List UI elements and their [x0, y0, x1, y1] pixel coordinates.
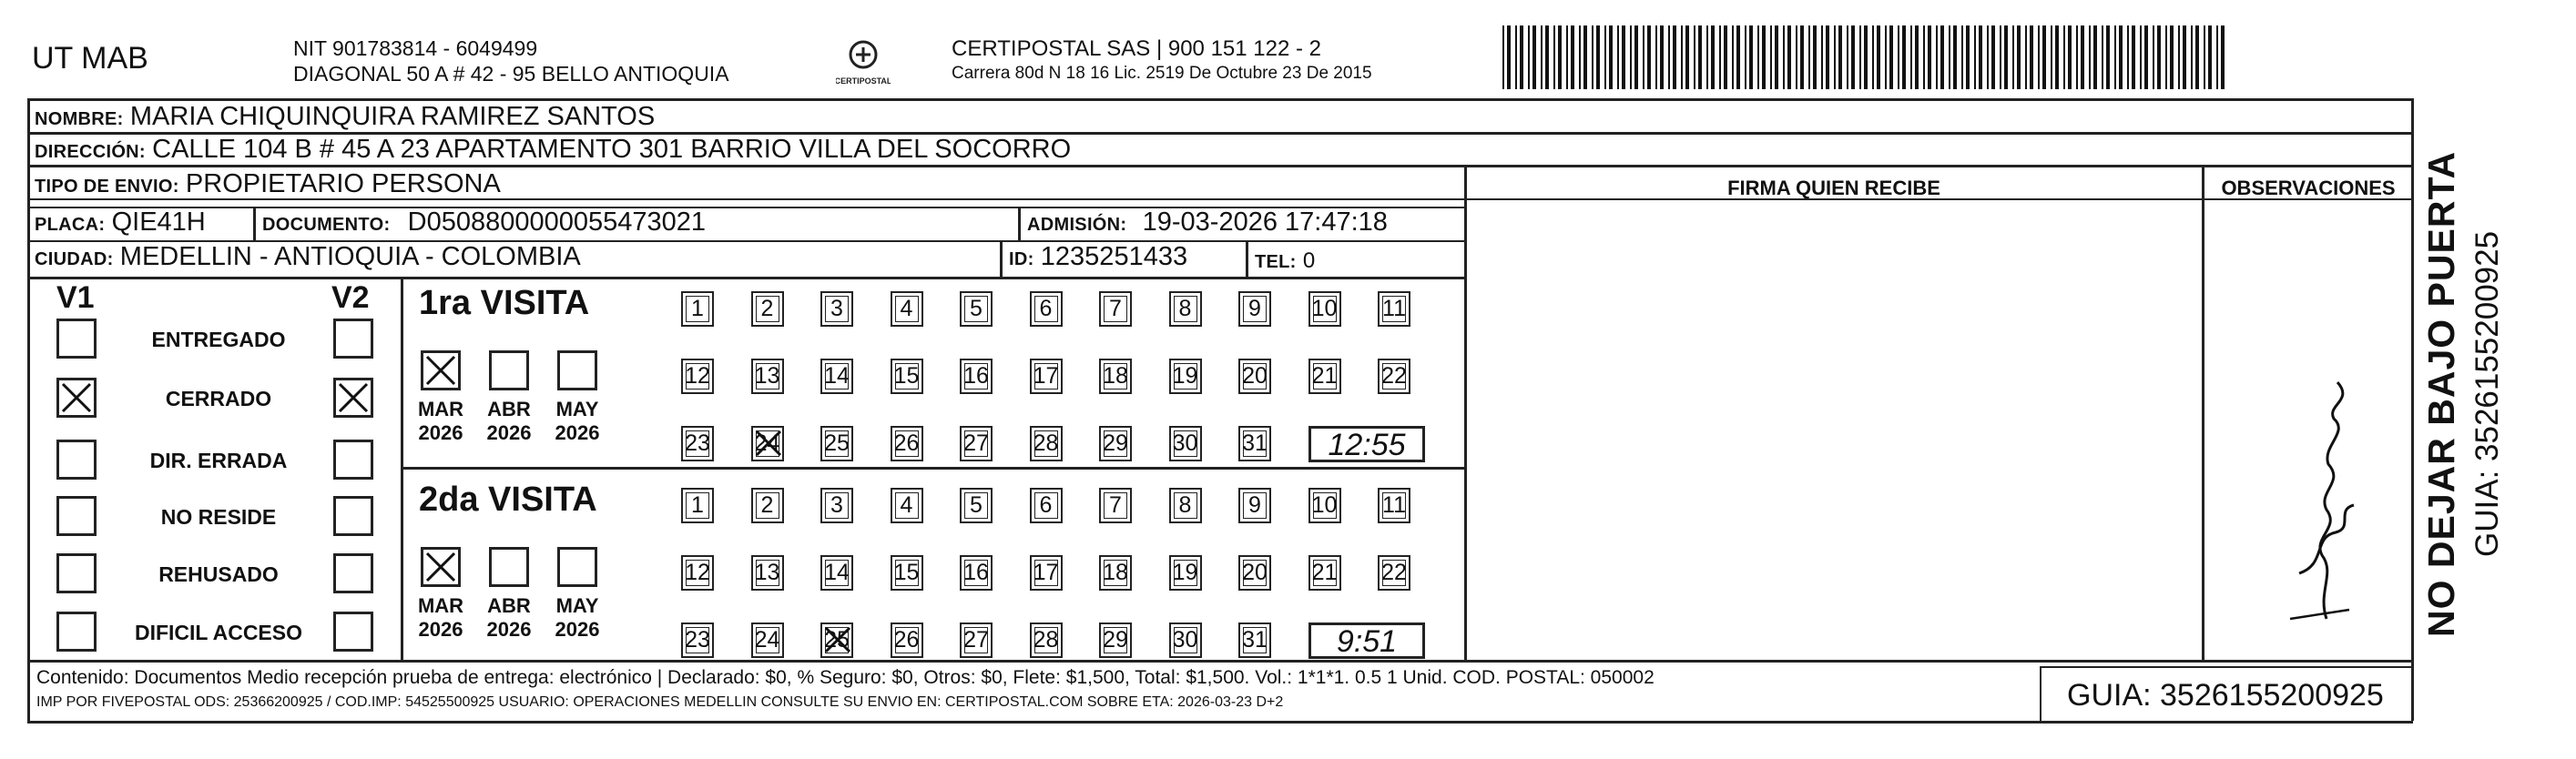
tipo-label: TIPO DE ENVIO: [35, 177, 179, 197]
day-box[interactable]: 21 [1308, 555, 1341, 591]
v2-checkbox[interactable] [333, 378, 373, 418]
status-label: DIR. ERRADA [149, 449, 288, 472]
tel-label: TEL: [1255, 252, 1297, 272]
id-label: ID: [1009, 249, 1034, 269]
day-box[interactable]: 1 [681, 488, 714, 523]
month-label [482, 398, 536, 445]
documento-label: DOCUMENTO: [262, 215, 391, 235]
day-box[interactable]: 15 [891, 555, 923, 591]
day-box[interactable]: 3 [820, 488, 853, 523]
v2-checkbox[interactable] [333, 496, 373, 536]
tel-row [1255, 246, 1316, 274]
day-box[interactable]: 6 [1030, 291, 1063, 327]
placa-label: PLACA: [35, 215, 106, 235]
day-box[interactable]: 1 [681, 291, 714, 327]
svg-text:CERTIPOSTAL: CERTIPOSTAL [836, 76, 891, 86]
day-box[interactable]: 31 [1238, 426, 1271, 461]
month-label [550, 398, 605, 445]
v2-checkbox[interactable] [333, 319, 373, 359]
day-box[interactable]: 9 [1238, 291, 1271, 327]
visit-title: 2da VISITA [419, 481, 597, 519]
sender-address: DIAGONAL 50 A # 42 - 95 BELLO ANTIOQUIA [293, 62, 729, 86]
v1-label: V1 [56, 280, 95, 315]
visit-time: 12:55 [1308, 426, 1425, 462]
day-box[interactable]: 25 [820, 622, 853, 658]
placa-value: QIE41H [111, 207, 206, 237]
day-box[interactable]: 4 [891, 488, 923, 523]
admision-row [1027, 207, 1388, 238]
day-box[interactable]: 10 [1308, 488, 1341, 523]
day-box[interactable]: 16 [960, 359, 993, 394]
day-box[interactable]: 29 [1099, 622, 1132, 658]
status-label: REHUSADO [158, 562, 279, 586]
id-value: 1235251433 [1040, 242, 1188, 271]
day-box[interactable]: 9 [1238, 488, 1271, 523]
footer-print-info: IMP POR FIVEPOSTAL ODS: 25366200925 / COD.IMP: 54525500925 USUARIO: OPERACIONES MEDELLIN CONSULTE SU ENVIO EN: CERTIPOSTAL.COM SOBRE ETA: 2026-03-23 D+2 [36, 694, 1284, 710]
month-checkbox[interactable] [557, 350, 597, 390]
status-label: ENTREGADO [151, 328, 286, 351]
v1-checkbox[interactable] [56, 612, 97, 652]
month-label [482, 594, 536, 642]
carrier-license: Carrera 80d N 18 16 Lic. 2519 De Octubre 23 De 2015 [952, 64, 1372, 83]
side-warning: NO DEJAR BAJO PUERTA [2420, 150, 2462, 637]
month-label [413, 594, 468, 642]
month-checkbox[interactable] [489, 547, 529, 587]
day-box[interactable]: 22 [1378, 359, 1410, 394]
admision-value: 19-03-2026 17:47:18 [1142, 207, 1388, 237]
v1-checkbox[interactable] [56, 496, 97, 536]
side-guia: GUIA: 3526155200925 [2469, 230, 2505, 557]
documento-row [262, 207, 706, 238]
status-label: DIFICIL ACCESO [134, 621, 302, 644]
recipient-address: CALLE 104 B # 45 A 23 APARTAMENTO 301 BARRIO VILLA DEL SOCORRO [152, 135, 1072, 164]
barcode [1502, 25, 2226, 89]
ciudad-label: CIUDAD: [35, 249, 114, 269]
day-box[interactable]: 17 [1030, 555, 1063, 591]
day-box[interactable]: 26 [891, 622, 923, 658]
recipient-signature [2226, 346, 2381, 637]
v2-checkbox[interactable] [333, 440, 373, 480]
month-name: ABR [487, 594, 531, 617]
month-checkbox[interactable] [557, 547, 597, 587]
month-label [550, 594, 605, 642]
day-box[interactable]: 30 [1169, 426, 1202, 461]
admision-label: ADMISIÓN: [1027, 215, 1127, 235]
month-checkbox[interactable] [421, 547, 461, 587]
day-box[interactable]: 10 [1308, 291, 1341, 327]
month-checkbox[interactable] [421, 350, 461, 390]
month-checkbox[interactable] [489, 350, 529, 390]
day-box[interactable]: 26 [891, 426, 923, 461]
day-box[interactable]: 12 [681, 359, 714, 394]
shipment-type: PROPIETARIO PERSONA [185, 169, 501, 198]
day-box[interactable]: 23 [681, 426, 714, 461]
day-box[interactable]: 4 [891, 291, 923, 327]
visit-title: 1ra VISITA [419, 284, 590, 322]
day-box[interactable]: 20 [1238, 555, 1271, 591]
id-row [1009, 242, 1187, 272]
tel-value: 0 [1302, 248, 1316, 273]
day-box[interactable]: 21 [1308, 359, 1341, 394]
day-box[interactable]: 19 [1169, 359, 1202, 394]
month-year: 2026 [555, 421, 600, 444]
nombre-row [35, 102, 655, 132]
day-box[interactable]: 28 [1030, 426, 1063, 461]
footer-guia: GUIA: 3526155200925 [2067, 678, 2384, 713]
month-year: 2026 [418, 421, 463, 444]
v2-checkbox[interactable] [333, 553, 373, 593]
day-box[interactable]: 27 [960, 622, 993, 658]
v2-checkbox[interactable] [333, 612, 373, 652]
day-box[interactable]: 19 [1169, 555, 1202, 591]
day-box[interactable]: 20 [1238, 359, 1271, 394]
day-box[interactable]: 18 [1099, 359, 1132, 394]
day-box[interactable]: 17 [1030, 359, 1063, 394]
status-label: CERRADO [165, 387, 272, 410]
day-box[interactable]: 7 [1099, 488, 1132, 523]
day-box[interactable]: 11 [1378, 291, 1410, 327]
city-value: MEDELLIN - ANTIOQUIA - COLOMBIA [119, 242, 581, 271]
direccion-row [35, 135, 1071, 165]
day-box[interactable]: 30 [1169, 622, 1202, 658]
day-box[interactable]: 6 [1030, 488, 1063, 523]
v1-checkbox[interactable] [56, 319, 97, 359]
day-box[interactable]: 7 [1099, 291, 1132, 327]
day-box[interactable]: 29 [1099, 426, 1132, 461]
day-box[interactable]: 8 [1169, 291, 1202, 327]
observaciones-header: OBSERVACIONES [2221, 177, 2396, 199]
month-year: 2026 [486, 618, 532, 641]
status-label: NO RESIDE [160, 505, 277, 529]
nombre-label: NOMBRE: [35, 109, 124, 129]
month-year: 2026 [418, 618, 463, 641]
v1-checkbox[interactable] [56, 553, 97, 593]
day-box[interactable]: 16 [960, 555, 993, 591]
day-box[interactable]: 22 [1378, 555, 1410, 591]
month-year: 2026 [555, 618, 600, 641]
day-box[interactable]: 25 [820, 426, 853, 461]
day-box[interactable]: 5 [960, 488, 993, 523]
day-box[interactable]: 27 [960, 426, 993, 461]
v1-checkbox[interactable] [56, 378, 97, 418]
day-box[interactable]: 5 [960, 291, 993, 327]
day-box[interactable]: 3 [820, 291, 853, 327]
day-box[interactable]: 8 [1169, 488, 1202, 523]
direccion-label: DIRECCIÓN: [35, 142, 146, 162]
day-box[interactable]: 14 [820, 359, 853, 394]
month-name: MAY [555, 398, 599, 420]
tipo-row [35, 169, 501, 199]
v2-label: V2 [331, 280, 370, 315]
day-box[interactable]: 11 [1378, 488, 1410, 523]
month-name: ABR [487, 398, 531, 420]
month-name: MAR [417, 398, 464, 420]
month-year: 2026 [486, 421, 532, 444]
day-box[interactable]: 2 [751, 291, 784, 327]
certipostal-logo [836, 36, 891, 91]
month-name: MAY [555, 594, 599, 617]
v1-checkbox[interactable] [56, 440, 97, 480]
month-name: MAR [417, 594, 464, 617]
day-box[interactable]: 28 [1030, 622, 1063, 658]
day-box[interactable]: 24 [751, 622, 784, 658]
day-box[interactable]: 13 [751, 555, 784, 591]
day-box[interactable]: 14 [820, 555, 853, 591]
day-box[interactable]: 24 [751, 426, 784, 461]
day-box[interactable]: 13 [751, 359, 784, 394]
footer-content: Contenido: Documentos Medio recepción prueba de entrega: electrónico | Declarado: $0, % Seguro: $0, Otros: $0, Flete: $1,500, Total: $1,500. Vol.: 1*1*1. 0.5 1 Unid. COD. POSTAL: 050002 [36, 667, 1655, 688]
day-box[interactable]: 15 [891, 359, 923, 394]
firma-header: FIRMA QUIEN RECIBE [1727, 177, 1940, 199]
day-box[interactable]: 12 [681, 555, 714, 591]
visit-time: 9:51 [1308, 622, 1425, 659]
ciudad-row [35, 242, 581, 272]
day-box[interactable]: 2 [751, 488, 784, 523]
day-box[interactable]: 23 [681, 622, 714, 658]
nit: NIT 901783814 - 6049499 [293, 36, 538, 60]
day-box[interactable]: 31 [1238, 622, 1271, 658]
day-box[interactable]: 18 [1099, 555, 1132, 591]
recipient-name: MARIA CHIQUINQUIRA RAMIREZ SANTOS [129, 102, 656, 131]
month-label [413, 398, 468, 445]
company-name: UT MAB [32, 41, 148, 76]
carrier-name: CERTIPOSTAL SAS | 900 151 122 - 2 [952, 36, 1321, 61]
documento-value: D0508800000055473021 [407, 207, 707, 237]
placa-row [35, 207, 206, 238]
